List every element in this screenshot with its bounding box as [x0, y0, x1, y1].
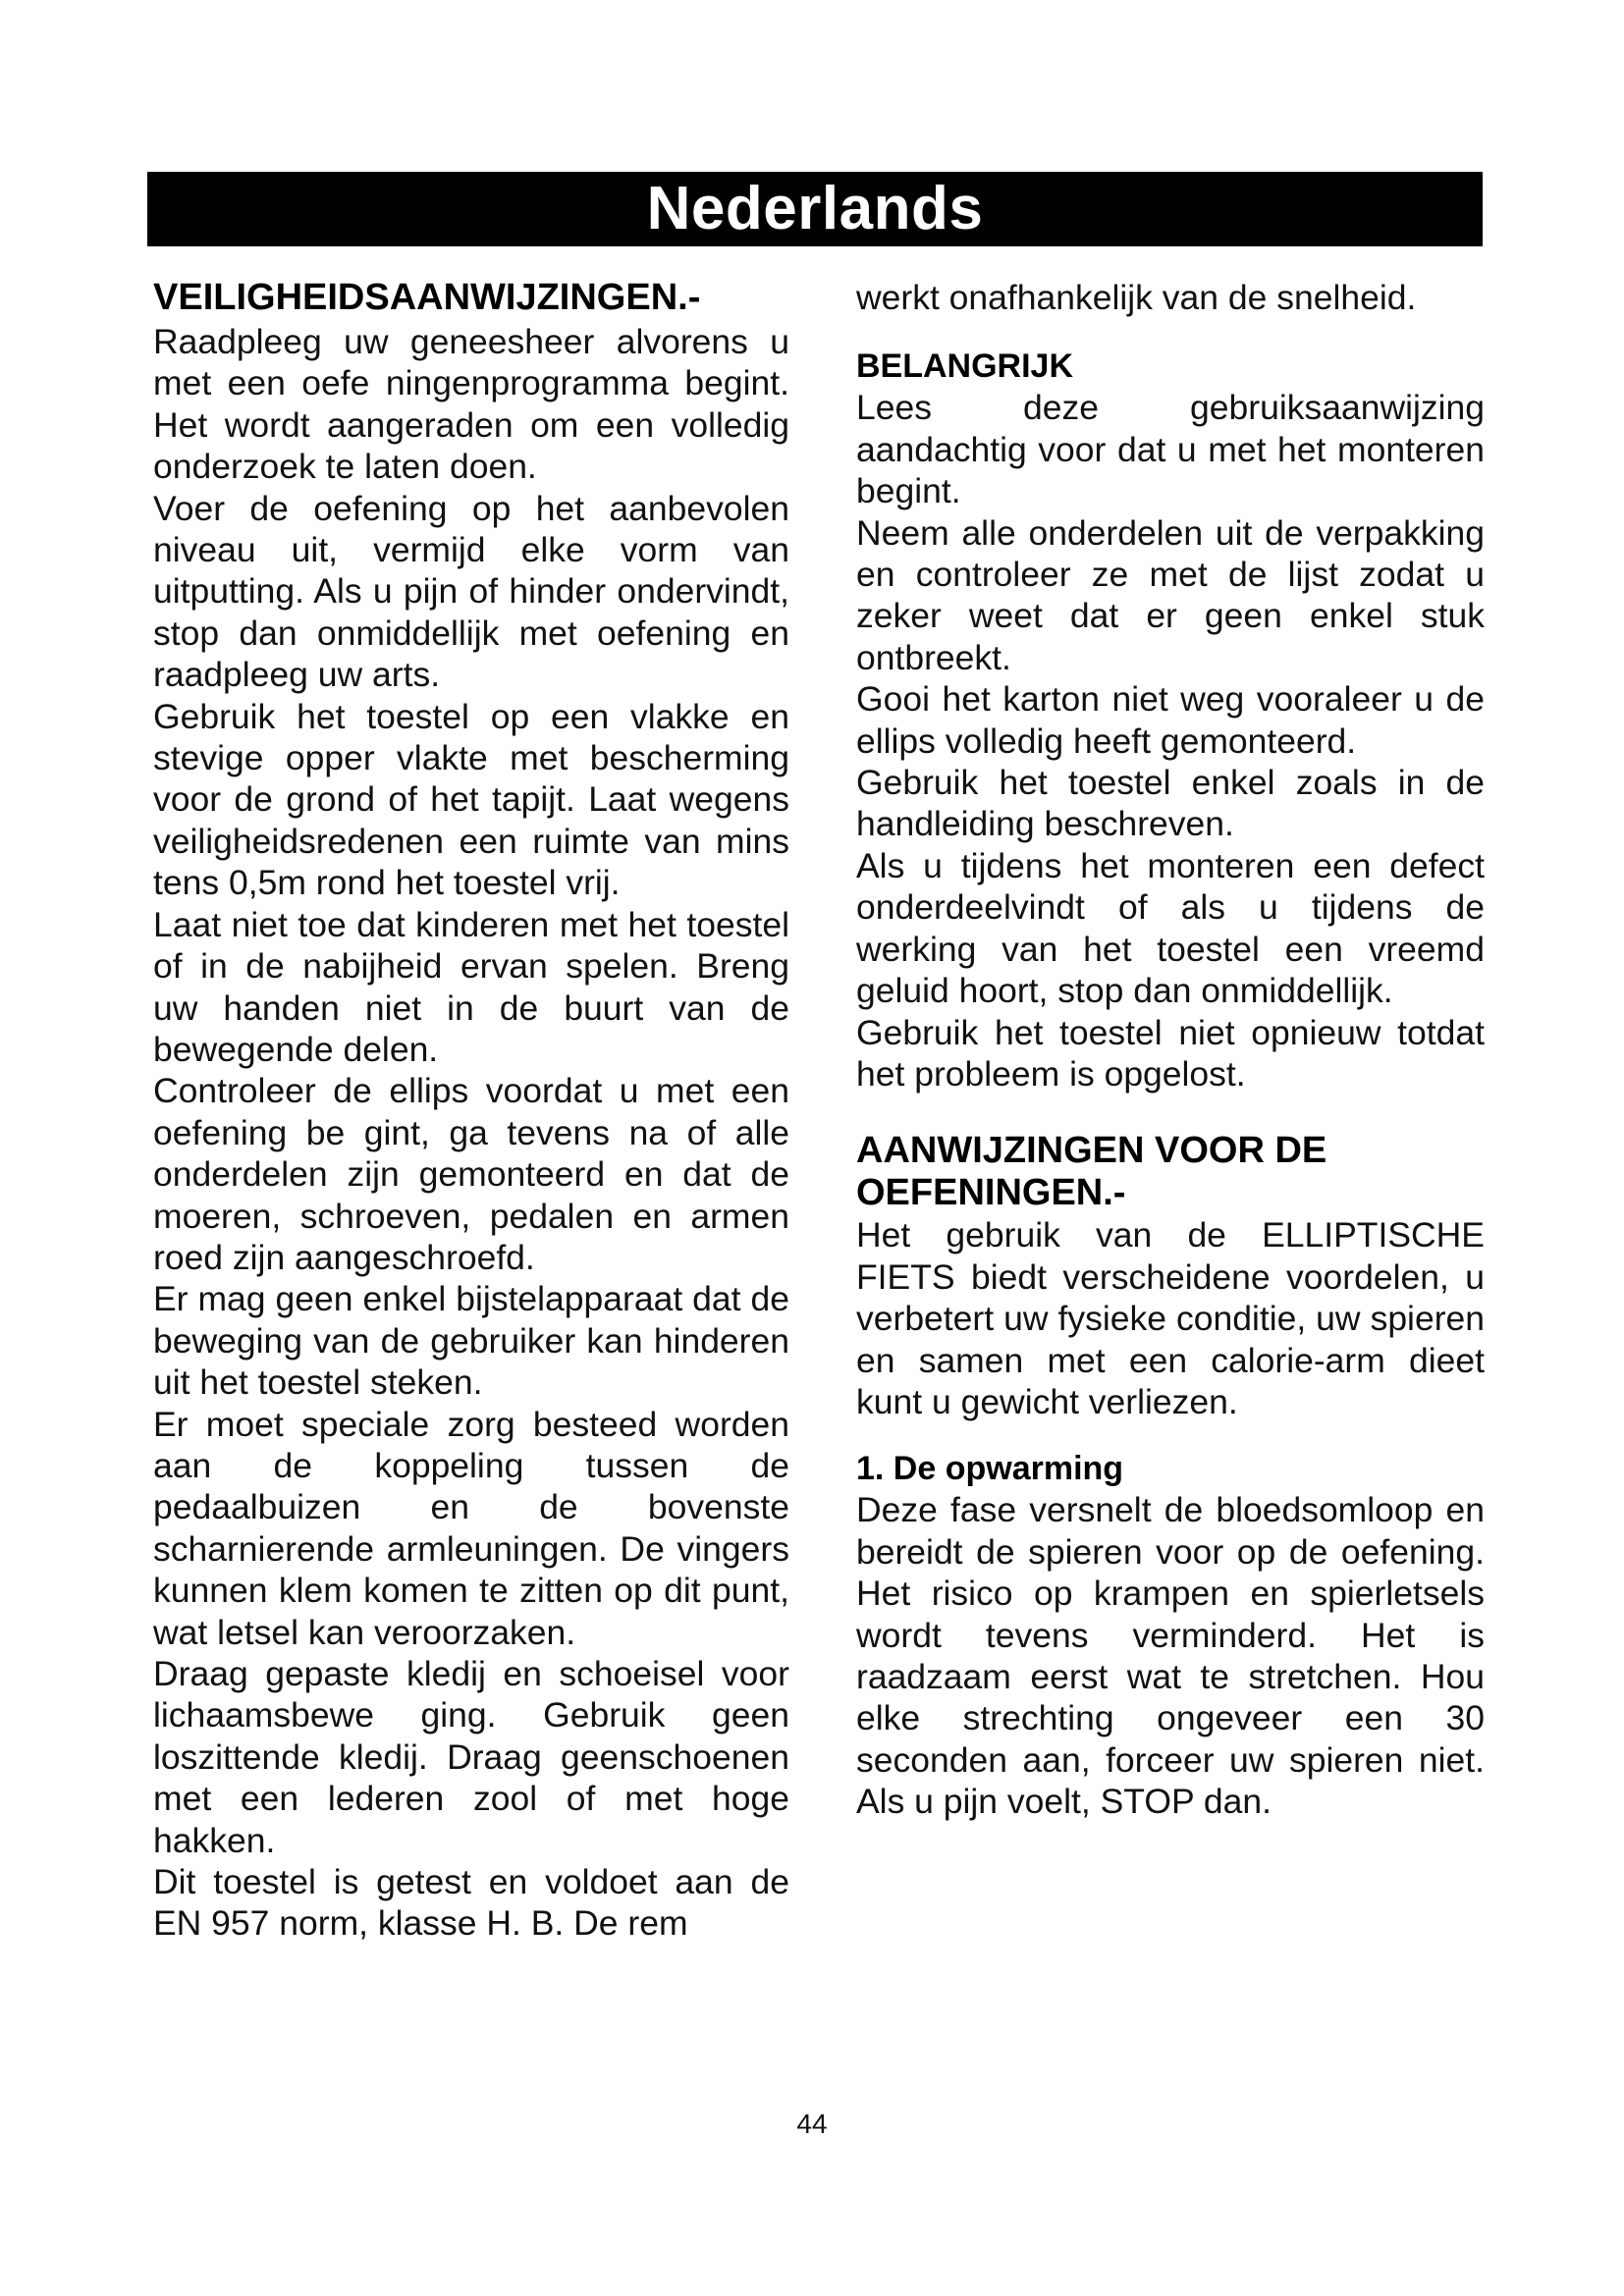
language-banner: [147, 172, 1483, 246]
paragraph: Controleer de ellips voordat u met een oefening be gint, ga tevens na of alle onderdelen zijn gemonteerd en dat de moeren, schroeven, pedalen en armen roed zijn aangeschroefd.: [153, 1071, 789, 1277]
paragraph: Laat niet toe dat kinderen met het toestel of in de nabijheid ervan spelen. Breng uw handen niet in de buurt van de bewegende delen.: [153, 904, 789, 1069]
paragraph: Draag gepaste kledij en schoeisel voor lichaamsbewe ging. Gebruik geen loszittende kledij. Draag geenschoenen met een lederen zool of met hoge hakken.: [153, 1654, 789, 1860]
paragraph: Gebruik het toestel niet opnieuw totdat het probleem is opgelost.: [856, 1012, 1485, 1094]
safety-heading: VEILIGHEIDSAANWIJZINGEN.-: [153, 277, 701, 318]
paragraph: Gebruik het toestel enkel zoals in de handleiding beschreven.: [856, 763, 1485, 844]
paragraph: Voer de oefening op het aanbevolen niveau uit, vermijd elke vorm van uitputting. Als u pijn of hinder ondervindt, stop dan onmiddellijk met oefening en raadpleeg uw arts.: [153, 488, 789, 695]
paragraph: Lees deze gebruiksaanwijzing aandachtig voor dat u met het monteren begint.: [856, 388, 1485, 511]
important-heading: BELANGRIJK: [856, 347, 1074, 386]
exercise-heading: AANWIJZINGEN VOOR DE OEFENINGEN.-: [856, 1130, 1327, 1214]
paragraph: Deze fase versnelt de bloedsomloop en bereidt de spieren voor op de oefening. Het risico op krampen en spierletsels wordt tevens verminderd. Het is raadzaam eerst wat te stretchen. Hou elke strechting ongeveer een 30 seconden aan, forceer uw spieren niet. Als u pijn voelt, STOP dan.: [856, 1490, 1485, 1822]
paragraph: Neem alle onderdelen uit de verpakking en controleer ze met de lijst zodat u zeker weet dat er geen enkel stuk ontbreekt.: [856, 512, 1485, 677]
paragraph: Raadpleeg uw geneesheer alvorens u met een oefe ningenprogramma begint. Het wordt aangeraden om een volledig onderzoek te laten doen.: [153, 322, 789, 487]
paragraph: Er mag geen enkel bijstelapparaat dat de beweging van de gebruiker kan hinderen uit het toestel steken.: [153, 1279, 789, 1403]
paragraph: Het gebruik van de ELLIPTISCHE FIETS biedt verscheidene voordelen, u verbetert uw fysieke conditie, uw spieren en samen met een calorie-arm dieet kunt u gewicht verliezen.: [856, 1215, 1485, 1421]
paragraph: Gooi het karton niet weg vooraleer u de ellips volledig heeft gemonteerd.: [856, 679, 1485, 761]
page-number: 44: [796, 2109, 828, 2139]
paragraph: Gebruik het toestel op een vlakke en stevige opper vlakte met bescherming voor de grond of het tapijt. Laat wegens veiligheidsredenen een ruimte van mins tens 0,5m rond het toestel vrij.: [153, 696, 789, 903]
paragraph: Dit toestel is getest en voldoet aan de EN 957 norm, klasse H. B. De rem: [153, 1862, 789, 1944]
paragraph: Als u tijdens het monteren een defect onderdeelvindt of als u tijdens de werking van het toestel een vreemd geluid hoort, stop dan onmiddellijk.: [856, 845, 1485, 1011]
continuation-text: werkt onafhankelijk van de snelheid.: [856, 278, 1417, 317]
left-column: [153, 277, 789, 1945]
right-column: [856, 277, 1485, 1823]
warmup-heading: 1. De opwarming: [856, 1450, 1124, 1488]
paragraph: Er moet speciale zorg besteed worden aan de koppeling tussen de pedaalbuizen en de bovenste scharnierende armleuningen. De vingers kunnen klem komen te zitten op dit punt, wat letsel kan veroorzaken.: [153, 1404, 789, 1652]
language-title: Nederlands: [646, 175, 984, 242]
